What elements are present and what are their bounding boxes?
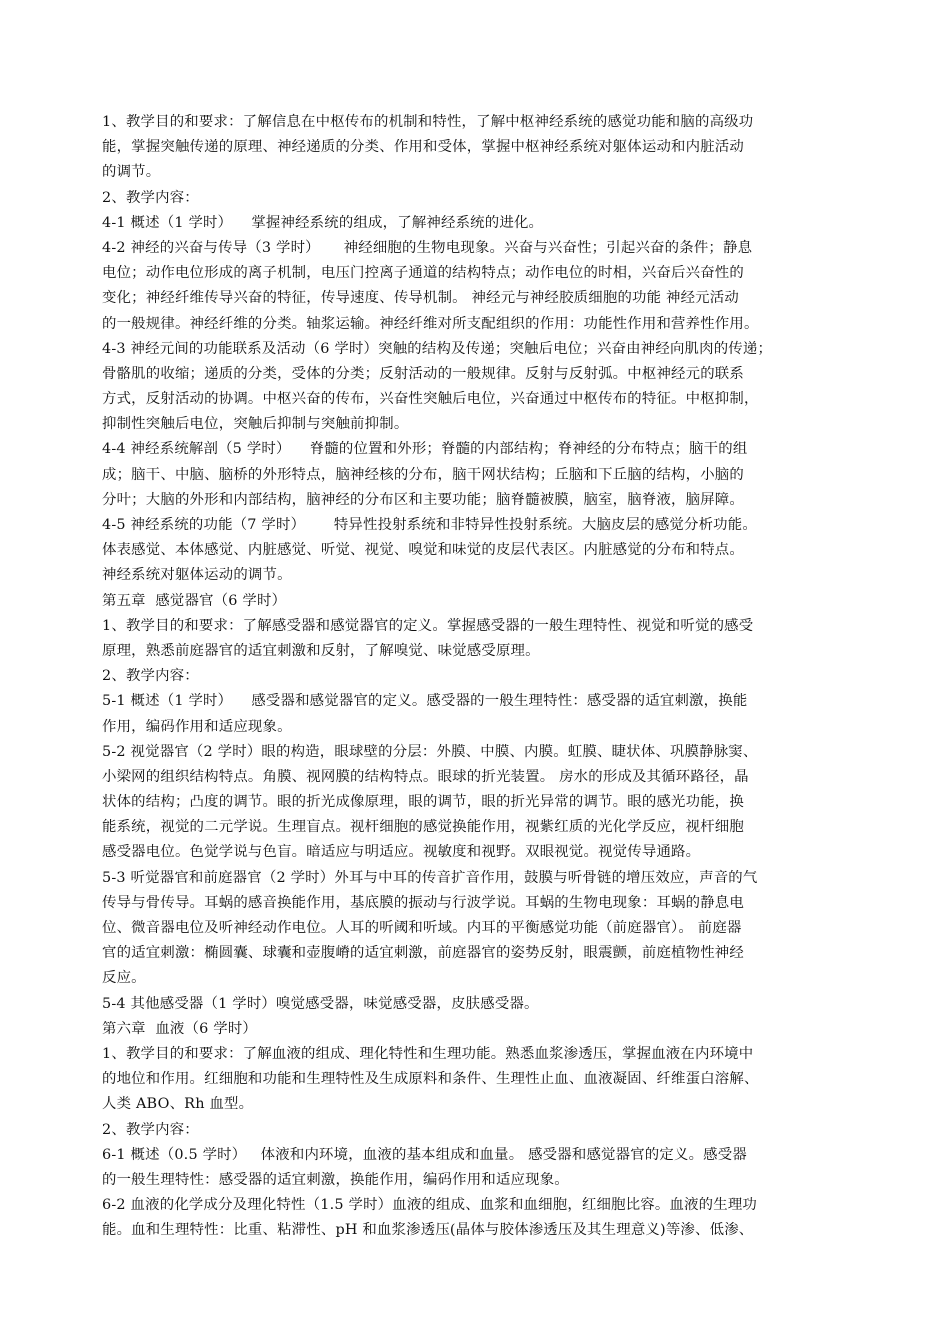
section-heading: 2、教学内容： <box>102 1121 199 1138</box>
text-line: 作用，编码作用和适应现象。 <box>102 718 292 735</box>
text-line: 传导与骨传导。耳蜗的感音换能作用，基底膜的振动与行波学说。耳蜗的生物电现象：耳蜗的静息电 <box>102 894 744 911</box>
text-line: 4-1 概述（1 学时） 掌握神经系统的组成，了解神经系统的进化。 <box>102 214 544 231</box>
text-line: 5-3 听觉器官和前庭器官（2 学时）外耳与中耳的传音扩音作用，鼓膜与听骨链的增压效应，声音的气 <box>102 869 758 886</box>
text-line: 电位；动作电位形成的离子机制，电压门控离子通道的结构特点；动作电位的时相，兴奋后兴奋性的 <box>102 265 744 282</box>
text-line: 4-4 神经系统解剖（5 学时） 脊髓的位置和外形；脊髓的内部结构；脊神经的分布特点；脑干的组 <box>102 441 748 458</box>
text-line: 5-2 视觉器官（2 学时）眼的构造，眼球壁的分层：外膜、中膜、内膜。虹膜、睫状体、巩膜静脉窦、 <box>102 743 758 760</box>
text-line: 方式，反射活动的协调。中枢兴奋的传布，兴奋性突触后电位，兴奋通过中枢传布的特征。中枢抑制， <box>102 391 759 408</box>
text-line: 1、教学目的和要求：了解感受器和感觉器官的定义。掌握感受器的一般生理特性、视觉和听觉的感受 <box>102 617 754 634</box>
section-heading: 2、教学内容： <box>102 189 199 206</box>
text-line: 能，掌握突触传递的原理、神经递质的分类、作用和受体，掌握中枢神经系统对躯体运动和内脏活动 <box>102 139 744 156</box>
text-line: 官的适宜刺激：椭圆囊、球囊和壶腹嵴的适宜刺激，前庭器官的姿势反射，眼震颤，前庭植物性神经 <box>102 945 744 962</box>
text-line: 6-2 血液的化学成分及理化特性（1.5 学时）血液的组成、血浆和血细胞，红细胞比容。血液的生理功 <box>102 1197 758 1214</box>
text-line: 1、教学目的和要求：了解血液的组成、理化特性和生理功能。熟悉血浆渗透压，掌握血液在内环境中 <box>102 1045 754 1062</box>
text-line: 变化；神经纤维传导兴奋的特征，传导速度、传导机制。 神经元与神经胶质细胞的功能 神经元活动 <box>102 290 739 307</box>
text-line: 反应。 <box>102 970 146 987</box>
text-line: 人类 ABO、Rh 血型。 <box>102 1096 254 1113</box>
section-heading: 2、教学内容： <box>102 668 199 685</box>
text-line: 4-3 神经元间的功能联系及活动（6 学时）突触的结构及传递；突触后电位；兴奋由神经向肌肉的传递； <box>102 340 773 357</box>
text-line: 1、教学目的和要求：了解信息在中枢传布的机制和特性，了解中枢神经系统的感觉功能和脑的高级功 <box>102 114 754 130</box>
text-line: 体表感觉、本体感觉、内脏感觉、听觉、视觉、嗅觉和味觉的皮层代表区。内脏感觉的分布和特点。 <box>102 542 744 559</box>
text-line: 位、微音器电位及听神经动作电位。人耳的听阈和听域。内耳的平衡感觉功能（前庭器官）。 前庭器 <box>102 920 742 936</box>
text-line: 状体的结构；凸度的调节。眼的折光成像原理，眼的调节，眼的折光异常的调节。眼的感光功能，换 <box>102 794 744 811</box>
text-line: 的地位和作用。红细胞和功能和生理特性及生成原料和条件、生理性止血、血液凝固、纤维蛋白溶解、 <box>102 1071 759 1088</box>
text-line: 5-4 其他感受器（1 学时）嗅觉感受器，味觉感受器，皮肤感受器。 <box>102 995 539 1012</box>
text-line: 感受器电位。色觉学说与色盲。暗适应与明适应。视敏度和视野。双眼视觉。视觉传导通路。 <box>102 844 701 861</box>
text-line: 成；脑干、中脑、脑桥的外形特点，脑神经核的分布，脑干网状结构；丘脑和下丘脑的结构，小脑的 <box>102 466 744 483</box>
text-line: 抑制性突触后电位，突触后抑制与突触前抑制。 <box>102 416 409 433</box>
text-line: 原理，熟悉前庭器官的适宜刺激和反射，了解嗅觉、味觉感受原理。 <box>102 642 540 659</box>
chapter-heading: 第五章 感觉器官（6 学时） <box>102 592 287 609</box>
text-line: 小梁网的组织结构特点。角膜、视网膜的结构特点。眼球的折光装置。 房水的形成及其循环路径，晶 <box>102 768 749 785</box>
text-line: 骨骼肌的收缩；递质的分类，受体的分类；反射活动的一般规律。反射与反射弧。中枢神经元的联系 <box>102 365 744 382</box>
text-line: 4-2 神经的兴奋与传导（3 学时） 神经细胞的生物电现象。兴奋与兴奋性；引起兴奋的条件；静息 <box>102 239 753 256</box>
text-line: 的一般规律。神经纤维的分类。轴浆运输。神经纤维对所支配组织的作用：功能性作用和营养性作用。 <box>102 315 759 332</box>
document-page <box>102 110 854 1243</box>
text-line: 神经系统对躯体运动的调节。 <box>102 567 292 584</box>
text-line: 6-1 概述（0.5 学时） 体液和内环境，血液的基本组成和血量。 感受器和感觉器官的定义。感受器 <box>102 1146 747 1163</box>
text-line: 的一般生理特性：感受器的适宜刺激，换能作用，编码作用和适应现象。 <box>102 1171 569 1188</box>
text-line: 分叶；大脑的外形和内部结构，脑神经的分布区和主要功能；脑脊髓被膜，脑室，脑脊液，脑屏障。 <box>102 491 744 508</box>
text-line: 能。血和生理特性：比重、粘滞性、pH 和血浆渗透压(晶体与胶体渗透压及其生理意义)等渗、低渗、 <box>102 1222 754 1239</box>
text-line: 的调节。 <box>102 164 161 181</box>
text-line: 4-5 神经系统的功能（7 学时） 特异性投射系统和非特异性投射系统。大脑皮层的感觉分析功能。 <box>102 517 757 533</box>
text-line: 能系统，视觉的二元学说。生理盲点。视杆细胞的感觉换能作用，视紫红质的光化学反应，视杆细胞 <box>102 819 744 836</box>
chapter-heading: 第六章 血液（6 学时） <box>102 1020 257 1037</box>
text-line: 5-1 概述（1 学时） 感受器和感觉器官的定义。感受器的一般生理特性：感受器的适宜刺激，换能 <box>102 693 748 710</box>
